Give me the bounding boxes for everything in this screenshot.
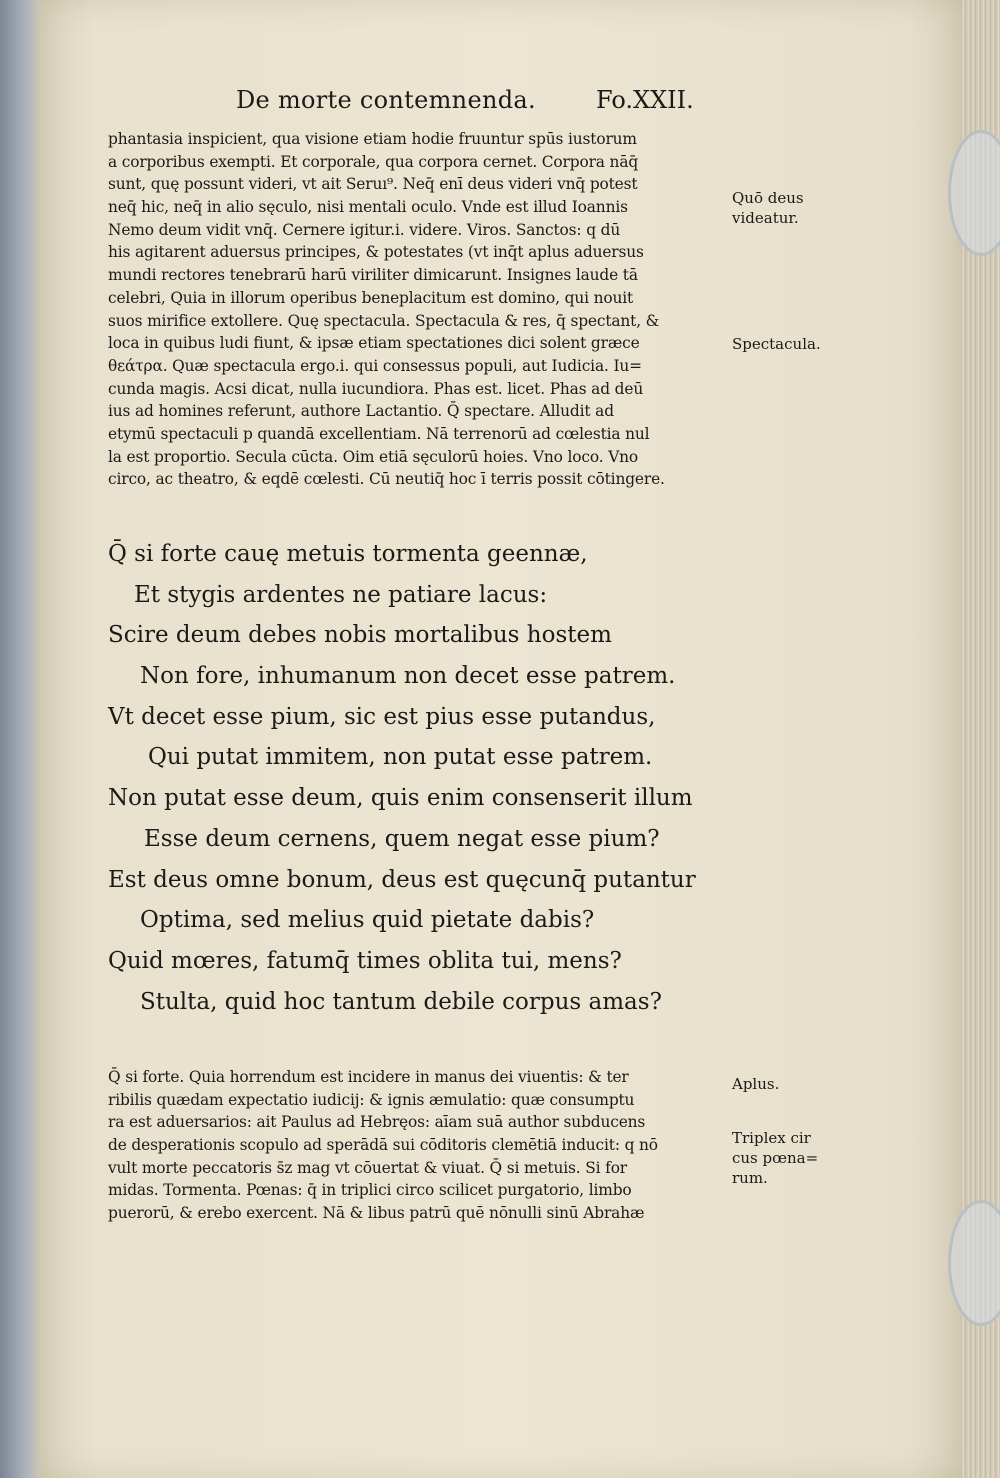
commentary-line: ius ad homines referunt, authore Lactantio. Q̄ spectare. Alludit ad xyxy=(108,402,614,421)
verse-line: Optima, sed melius quid pietate dabis? xyxy=(140,907,595,934)
commentary-block xyxy=(108,128,728,491)
commentary-line: midas. Tormenta. Pœnas: q̄ in triplici circo scilicet purgatorio, limbo xyxy=(108,1181,632,1200)
commentary-line: θεάτρα. Quæ spectacula ergo.i. qui consessus populi, aut Iudicia. Iu= xyxy=(108,356,642,375)
margin-note-line: Aplus. xyxy=(732,1075,780,1093)
commentary-line: suos mirifice extollere. Quę spectacula. Spectacula & res, q̄ spectant, & xyxy=(108,311,660,330)
verse-line: Est deus omne bonum, deus est quęcunq̄ putantur xyxy=(108,866,696,893)
commentary-line: Q̄ si forte. Quia horrendum est incidere in manus dei viuentis: & ter xyxy=(108,1068,629,1086)
commentary-line: a corporibus exempti. Et corporale, qua corpora cernet. Corpora nāq̄ xyxy=(108,152,639,171)
margin-note-line: Spectacula. xyxy=(732,335,821,353)
running-title: De morte contemnenda. xyxy=(236,86,536,114)
margin-note-aplus xyxy=(732,1074,779,1094)
margin-note-line: rum. xyxy=(732,1169,768,1187)
commentary-line: vult morte peccatoris s̄z mag vt cōuertat & viuat. Q̄ si metuis. Si for xyxy=(108,1158,628,1177)
commentary-line: de desperationis scopulo ad sperādā sui cōditoris clemētiā inducit: q nō xyxy=(108,1136,658,1155)
commentary-line: ribilis quædam expectatio iudicij: & ignis æmulatio: quæ consumptu xyxy=(108,1090,635,1109)
verse-line: Q̄ si forte cauę metuis tormenta geennæ, xyxy=(108,541,588,567)
verse-line: Vt decet esse pium, sic est pius esse putandus, xyxy=(108,703,656,730)
commentary-line: celebri, Quia in illorum operibus beneplacitum est domino, qui nouit xyxy=(108,288,634,307)
margin-note-line: cus pœna= xyxy=(732,1149,819,1167)
margin-note-line: Triplex cir xyxy=(732,1129,811,1147)
margin-note-line: videatur. xyxy=(732,209,799,227)
commentary-line: Nemo deum vidit vnq̄. Cernere igitur.i. videre. Viros. Sanctos: q dū xyxy=(108,220,621,239)
commentary-line: etymū spectaculi p quandā excellentiam. Nā terrenorū ad cœlestia nul xyxy=(108,424,650,443)
verse-line: Qui putat immitem, non putat esse patrem. xyxy=(148,744,653,771)
book-binding xyxy=(0,0,40,1478)
commentary-line: sunt, quę possunt videri, vt ait Seruı⁹. Neq̄ enī deus videri vnq̄ potest xyxy=(108,175,638,194)
verse-block xyxy=(108,534,748,1022)
margin-note-line: Quō deus xyxy=(732,189,804,207)
verse-line: Esse deum cernens, quem negat esse pium? xyxy=(144,825,660,852)
commentary-line: loca in quibus ludi fiunt, & ipsæ etiam spectationes dici solent græce xyxy=(108,334,640,353)
commentary-line: la est proportio. Secula cūcta. Oim etiā sęculorū hoies. Vno loco. Vno xyxy=(108,447,639,466)
verse-line: Scire deum debes nobis mortalibus hostem xyxy=(108,622,612,649)
commentary-block-2 xyxy=(108,1066,728,1225)
commentary-line: ra est aduersarios: ait Paulus ad Hebręos: aīam suā author subducens xyxy=(108,1113,646,1132)
margin-note-quo-deus xyxy=(732,188,804,228)
verse-line: Stulta, quid hoc tantum debile corpus amas? xyxy=(140,988,662,1015)
commentary-line: his agitarent aduersus principes, & potestates (vt inq̄t aplus aduersus xyxy=(108,243,644,262)
commentary-line: circo, ac theatro, & eqdē cœlesti. Cū neutiq̄ hoc ī terris possit cōtingere. xyxy=(108,470,665,489)
margin-note-triplex xyxy=(732,1128,818,1188)
folio-number: Fo.XXII. xyxy=(596,86,694,114)
margin-note-spectacula xyxy=(732,334,821,354)
verse-line: Quid mœres, fatumq̄ times oblita tui, mens? xyxy=(108,947,622,974)
commentary-line: phantasia inspicient, qua visione etiam hodie fruuntur spūs iustorum xyxy=(108,130,637,148)
verse-line: Et stygis ardentes ne patiare lacus: xyxy=(134,581,548,608)
commentary-line: cunda magis. Acsi dicat, nulla iucundiora. Phas est. licet. Phas ad deū xyxy=(108,379,644,398)
commentary-line: neq̄ hic, neq̄ in alio sęculo, nisi mentali oculo. Vnde est illud Ioannis xyxy=(108,198,628,217)
verse-line: Non putat esse deum, quis enim consenserit illum xyxy=(108,785,693,812)
verse-line: Non fore, inhumanum non decet esse patrem. xyxy=(140,663,676,690)
commentary-line: mundi rectores tenebrarū harū viriliter dimicarunt. Insignes laude tā xyxy=(108,266,638,285)
commentary-line: puerorū, & erebo exercent. Nā & libus patrū quē nōnulli sinū Abrahæ xyxy=(108,1204,645,1223)
